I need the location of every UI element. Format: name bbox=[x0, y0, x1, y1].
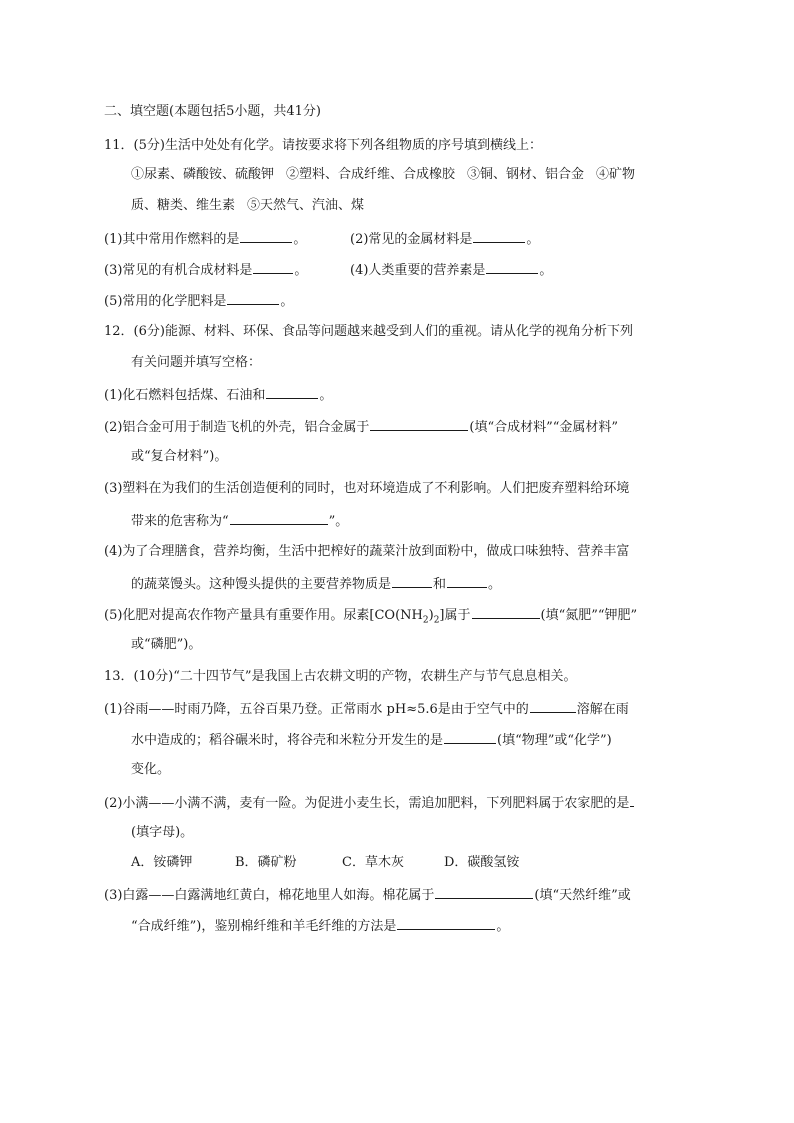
q12-part-3b: 带来的危害称为“ bbox=[131, 514, 229, 529]
q11-part-2: (2)常见的金属材料是 bbox=[350, 232, 473, 247]
q13-part-2b: (填字母)。 bbox=[131, 825, 194, 840]
q11-part-3-line bbox=[104, 260, 307, 280]
q12-period: 。 bbox=[488, 577, 502, 592]
q11-option-1: ①尿素、磷酸铵、硫酸钾 bbox=[131, 167, 275, 182]
q12-blank-5[interactable] bbox=[472, 605, 540, 619]
q13-part-1d: (填“物理”或“化学”) bbox=[497, 733, 612, 748]
q12-blank-4b[interactable] bbox=[447, 574, 487, 588]
q12-stem-2: 有关问题并填写空格： bbox=[131, 355, 262, 370]
q13-part-1c-line bbox=[131, 730, 612, 750]
q11-blank-4[interactable] bbox=[486, 260, 538, 274]
q13-part-1e: 变化。 bbox=[131, 762, 171, 777]
q12-part-5-line bbox=[104, 605, 637, 630]
q13-part-3c: “合成纤维”)，鉴别棉纤维和羊毛纤维的方法是 bbox=[131, 919, 397, 934]
q11-part-3: (3)常见的有机合成材料是 bbox=[104, 263, 253, 278]
q11-part-1-2 bbox=[104, 229, 306, 249]
q11-option-5: ⑤天然气、汽油、煤 bbox=[247, 198, 365, 213]
q13-blank-3b[interactable] bbox=[397, 916, 495, 930]
q12-part-2b: (填“合成材料”“金属材料” bbox=[469, 420, 619, 435]
q11-part-5: (5)常用的化学肥料是 bbox=[104, 294, 227, 309]
q12-part-2c: 或“复合材料”)。 bbox=[131, 449, 228, 464]
q13-part-1a: (1)谷雨——时雨乃降，五谷百果乃登。正常雨水 pH≈5.6是由于空气中的 bbox=[104, 702, 529, 717]
q13-part-2-line bbox=[104, 793, 635, 813]
q11-period: 。 bbox=[539, 263, 553, 278]
q12-stem-1: 12．(6分)能源、材料、环保、食品等问题越来越受到人们的重视。请从化学的视角分析下列 bbox=[104, 324, 633, 339]
q12-part-3-line bbox=[131, 511, 348, 531]
q13-option-b: B．磷矿粉 bbox=[235, 855, 297, 870]
q11-options-row2 bbox=[131, 197, 364, 215]
q11-option-3: ③铜、钢材、铝合金 bbox=[467, 167, 585, 182]
q12-part-1: (1)化石燃料包括煤、石油和 bbox=[104, 388, 266, 403]
q13-part-3a: (3)白露——白露满地红黄白，棉花地里人如海。棉花属于 bbox=[104, 888, 435, 903]
q11-period: 。 bbox=[294, 263, 308, 278]
q12-part-5-sub2: 2 bbox=[433, 615, 440, 626]
q12-part-4c: 和 bbox=[433, 577, 447, 592]
q13-part-3c-line bbox=[131, 916, 509, 936]
q11-part-2-line bbox=[350, 229, 539, 249]
q11-part-5-line bbox=[104, 291, 293, 311]
q13-blank-1b[interactable] bbox=[444, 730, 496, 744]
q11-options-row1 bbox=[131, 166, 635, 184]
q12-period: 。 bbox=[319, 388, 333, 403]
q13-option-c: C．草木灰 bbox=[342, 855, 404, 870]
q12-part-2-line bbox=[104, 417, 618, 437]
q12-part-5-sub: 2 bbox=[422, 615, 429, 626]
q11-blank-2[interactable] bbox=[473, 229, 525, 243]
q12-blank-1[interactable] bbox=[266, 385, 318, 399]
q13-stem: 13．(10分)“二十四节气”是我国上古农耕文明的产物，农耕生产与节气息息相关。 bbox=[104, 669, 577, 684]
q13-blank-1a[interactable] bbox=[530, 699, 576, 713]
q12-part-3a: (3)塑料在为我们的生活创造便利的同时，也对环境造成了不利影响。人们把废弃塑料给环境 bbox=[104, 481, 630, 496]
q12-part-5b: ) bbox=[428, 608, 434, 623]
q13-part-3-line bbox=[104, 885, 631, 905]
q12-blank-4a[interactable] bbox=[392, 574, 432, 588]
q11-period: 。 bbox=[280, 294, 294, 309]
q12-part-5c: ]属于 bbox=[439, 608, 471, 623]
section-title: 二、填空题(本题包括5小题，共41分) bbox=[104, 104, 321, 119]
q13-period: 。 bbox=[496, 919, 510, 934]
q11-stem: 11．(5分)生活中处处有化学。请按要求将下列各组物质的序号填到横线上： bbox=[104, 138, 542, 153]
q13-part-1b: 溶解在雨 bbox=[576, 702, 629, 717]
q12-blank-2[interactable] bbox=[370, 417, 468, 431]
q12-part-3c: ”。 bbox=[328, 514, 349, 529]
q12-part-5d: (填“氮肥”“钾肥” bbox=[540, 608, 638, 623]
q12-part-1-line bbox=[104, 385, 332, 405]
q13-option-a: A．铵磷钾 bbox=[131, 855, 193, 870]
q11-option-4a: ④矿物 bbox=[596, 167, 636, 182]
q12-part-2a: (2)铝合金可用于制造飞机的外壳，铝合金属于 bbox=[104, 420, 370, 435]
q12-part-4b: 的蔬菜馒头。这种馒头提供的主要营养物质是 bbox=[131, 577, 392, 592]
q12-part-4-line bbox=[131, 574, 501, 594]
q13-part-1c: 水中造成的；稻谷碾米时，将谷壳和米粒分开发生的是 bbox=[131, 733, 444, 748]
q13-part-3b: (填“天然纤维”或 bbox=[534, 888, 631, 903]
q13-blank-3a[interactable] bbox=[435, 885, 533, 899]
q11-part-4-line bbox=[350, 260, 552, 280]
q12-part-4a: (4)为了合理膳食，营养均衡，生活中把榨好的蔬菜汁放到面粉中，做成口味独特、营养丰富 bbox=[104, 544, 630, 559]
q11-option-4b: 质、糖类、维生素 bbox=[131, 198, 236, 213]
q13-part-2a: (2)小满——小满不满，麦有一险。为促进小麦生长，需追加肥料，下列肥料属于农家肥的是 bbox=[104, 796, 630, 811]
q11-option-2: ②塑料、合成纤维、合成橡胶 bbox=[286, 167, 456, 182]
q13-blank-2[interactable] bbox=[630, 793, 634, 807]
q11-blank-3[interactable] bbox=[253, 260, 293, 274]
q13-part-1-line bbox=[104, 699, 629, 719]
q11-part-4: (4)人类重要的营养素是 bbox=[350, 263, 486, 278]
q11-blank-5[interactable] bbox=[227, 291, 279, 305]
q12-blank-3[interactable] bbox=[230, 511, 328, 525]
q11-period: 。 bbox=[293, 232, 307, 247]
q11-blank-1[interactable] bbox=[240, 229, 292, 243]
q12-part-5e: 或“磷肥”)。 bbox=[131, 637, 202, 652]
q11-part-1: (1)其中常用作燃料的是 bbox=[104, 232, 240, 247]
q12-part-5a: (5)化肥对提高农作物产量具有重要作用。尿素[CO(NH bbox=[104, 608, 423, 623]
q11-period: 。 bbox=[526, 232, 540, 247]
q13-option-d: D．碳酸氢铵 bbox=[444, 855, 520, 870]
